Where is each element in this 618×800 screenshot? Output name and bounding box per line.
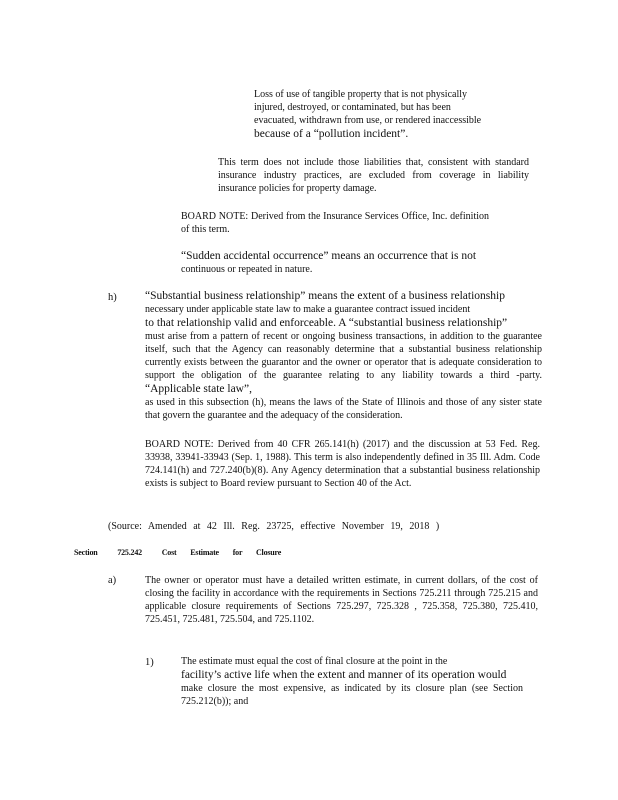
- source-note: (Source: Amended at 42 Ill. Reg. 23725, effective November 19, 2018 ): [108, 521, 440, 532]
- item-1-text: [181, 655, 523, 708]
- section-heading: [74, 548, 281, 558]
- loss-of-use-line-4: because of a “pollution incident”.: [254, 128, 409, 140]
- sudden-def-line-2: continuous or repeated in nature.: [181, 264, 313, 275]
- sbr-line-4: [145, 330, 542, 396]
- loss-of-use-line-2: injured, destroyed, or contaminated, but has been: [254, 102, 451, 113]
- item-h-label: h): [108, 292, 117, 303]
- sbr-line-3: to that relationship valid and enforceable. A “substantial business relationship”: [145, 317, 508, 329]
- item-1-line-3: make closure the most expensive, as indicated by its closure plan (see Section 725.212(b)); and: [181, 683, 523, 707]
- section-number: 725.242: [117, 548, 142, 557]
- sbr-line-2: necessary under applicable state law to make a guarantee contract issued incident: [145, 304, 471, 315]
- sudden-def-line-1: “Sudden accidental occurrence” means an occurrence that is not: [181, 250, 477, 262]
- item-1-line-2: facility’s active life when the extent and manner of its operation would: [181, 669, 507, 681]
- substantial-business-relationship-definition: [145, 289, 542, 422]
- exclusion-paragraph: This term does not include those liabilities that, consistent with standard insurance industry practices, are excluded from coverage in liability insurance policies for property damage.: [218, 157, 529, 194]
- sbr-line-6: as used in this subsection (h), means the laws of the State of Illinois and those of any sister state that govern the guarantee and the adequacy of the consideration.: [145, 397, 542, 421]
- loss-of-use-line-3: evacuated, withdrawn from use, or rendered inaccessible: [254, 115, 482, 126]
- sbr-line-4-text: must arise from a pattern of recent or ongoing business transactions, in addition to the guarantee itself, such that the Agency can reasonably determine that a substantial business relationship currently exists between the guarantor and the owner or operator that is adequate consideration to support the obligation of the guarantee relating to any liability towards a third -party.: [145, 331, 542, 381]
- item-a-text: The owner or operator must have a detailed written estimate, in current dollars, of the cost of closing the facility in accordance with the requirements in Sections 725.211 through 725.215 and applicable closure requirements of Sections 725.297, 725.328 , 725.358, 725.380, 725.410, 725.451, 725.481, 725.504, and 725.1102.: [145, 575, 538, 625]
- loss-of-use-paragraph: [254, 88, 516, 141]
- item-a-label: a): [108, 575, 117, 586]
- section-label: Section: [74, 548, 98, 557]
- sbr-line-1: “Substantial business relationship” means the extent of a business relationship: [145, 290, 505, 302]
- item-1-label: 1): [145, 657, 154, 668]
- board-note-cfr: BOARD NOTE: Derived from 40 CFR 265.141(h) (2017) and the discussion at 53 Fed. Reg. 33938, 33941-33943 (Sep. 1, 1988). This term is also independently defined in 35 Ill. Adm. Code 724.141(h) and 727.240(b)(8). Any Agency determination that a substantial business relationship exists is subject to Board review pursuant to Section 40 of the Act.: [145, 439, 540, 489]
- item-1-line-1: The estimate must equal the cost of final closure at the point in the: [181, 656, 448, 667]
- board-note-insurance: BOARD NOTE: Derived from the Insurance Services Office, Inc. definition of this term.: [181, 211, 489, 235]
- loss-of-use-line-1: Loss of use of tangible property that is not physically: [254, 89, 468, 100]
- section-title: Cost Estimate for Closure: [161, 548, 282, 557]
- sudden-accidental-occurrence-definition: [181, 249, 491, 276]
- applicable-state-law-term: “Applicable state law”,: [145, 383, 252, 395]
